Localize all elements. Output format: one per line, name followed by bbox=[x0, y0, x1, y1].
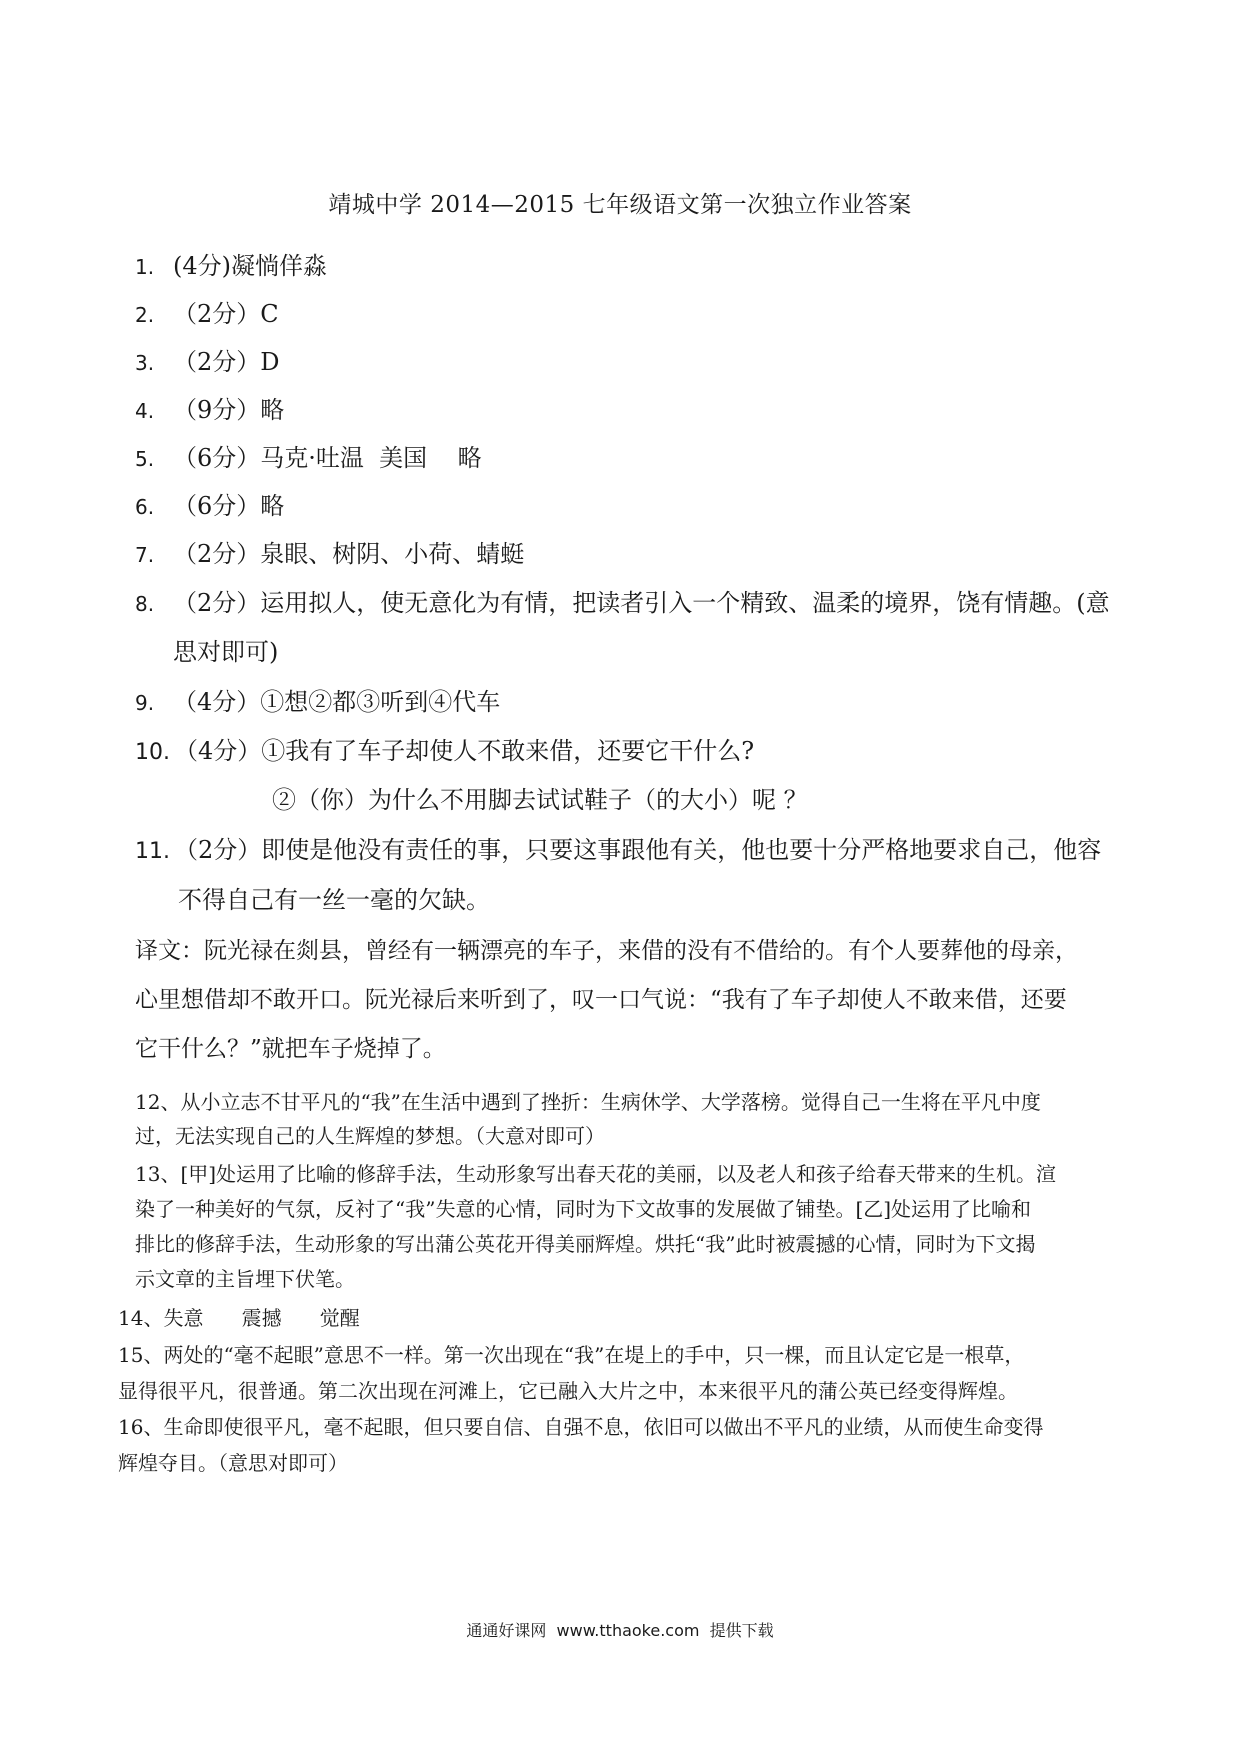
answer-13-line: 示文章的主旨埋下伏笔。 bbox=[135, 1267, 355, 1291]
answer-12-line: 过，无法实现自己的人生辉煌的梦想。（大意对即可） bbox=[135, 1124, 605, 1148]
answer-number: 5. bbox=[135, 447, 155, 471]
answer-text: （2分）C bbox=[173, 300, 279, 328]
answer-text: （6分）马克·吐温 美国 略 bbox=[173, 444, 482, 472]
answer-15-line: 15、两处的“毫不起眼”意思不一样。第一次出现在“我”在堤上的手中，只一棵，而且认定它是一根草， bbox=[118, 1343, 1025, 1367]
answer-13-line: 排比的修辞手法，生动形象的写出蒲公英花开得美丽辉煌。烘托“我”此时被震撼的心情，同时为下文揭 bbox=[135, 1232, 1036, 1256]
answer-2 bbox=[135, 294, 279, 329]
answer-16-line: 16、生命即使很平凡，毫不起眼，但只要自信、自强不息，依旧可以做出不平凡的业绩，从而使生命变得 bbox=[118, 1415, 1044, 1439]
answer-number: 11. bbox=[135, 839, 170, 864]
answer-number: 9. bbox=[135, 691, 155, 715]
answer-10 bbox=[135, 731, 754, 766]
answer-number: 3. bbox=[135, 351, 155, 375]
answer-text: （4分）①想②都③听到④代车 bbox=[173, 688, 501, 716]
answer-7 bbox=[135, 534, 524, 569]
answer-10-continued: ②（你）为什么不用脚去试试鞋子（的大小）呢 ？ bbox=[272, 786, 808, 814]
answer-number: 7. bbox=[135, 543, 155, 567]
page-title: 靖城中学 2014—2015 七年级语文第一次独立作业答案 bbox=[328, 192, 912, 218]
answer-16-line: 辉煌夺目。（意思对即可） bbox=[118, 1451, 348, 1475]
answer-14: 14、失意 震撼 觉醒 bbox=[118, 1306, 360, 1330]
answer-number: 10. bbox=[135, 740, 170, 765]
answer-text: (4分)凝惝佯淼 bbox=[173, 252, 327, 280]
answer-number: 8. bbox=[135, 592, 155, 616]
answer-text: （4分）①我有了车子却使人不敢来借，还要它干什么? bbox=[174, 737, 755, 765]
answer-11-continued: 不得自己有一丝一毫的欠缺。 bbox=[178, 886, 490, 914]
answer-number: 2. bbox=[135, 303, 155, 327]
answer-text: （2分）泉眼、树阴、小荷、蜻蜓 bbox=[173, 540, 525, 568]
answer-number: 6. bbox=[135, 495, 155, 519]
answer-1 bbox=[135, 246, 327, 281]
answer-text: （6分）略 bbox=[173, 492, 285, 520]
answer-13-line: 13、[甲]处运用了比喻的修辞手法，生动形象写出春天花的美丽，以及老人和孩子给春天带来的生机。渲 bbox=[135, 1162, 1057, 1186]
translation-line: 它干什么？”就把车子烧掉了。 bbox=[135, 1036, 446, 1062]
translation-line: 心里想借却不敢开口。阮光禄后来听到了，叹一口气说：“我有了车子却使人不敢来借，还要 bbox=[135, 987, 1067, 1013]
answer-number: 4. bbox=[135, 399, 155, 423]
answer-text: （2分）即使是他没有责任的事，只要这事跟他有关，他也要十分严格地要求自己，他容 bbox=[174, 836, 1102, 864]
answer-number: 1. bbox=[135, 255, 155, 279]
answer-3 bbox=[135, 342, 280, 377]
translation-line: 译文：阮光禄在剡县，曾经有一辆漂亮的车子，来借的没有不借给的。有个人要葬他的母亲， bbox=[135, 938, 1078, 964]
answer-4 bbox=[135, 390, 284, 425]
answer-11 bbox=[135, 830, 1101, 865]
page-footer: 通通好课网 www.tthaoke.com 提供下载 bbox=[466, 1621, 774, 1640]
answer-text: （9分）略 bbox=[173, 396, 285, 424]
answer-13-line: 染了一种美好的气氛，反衬了“我”失意的心情，同时为下文故事的发展做了铺垫。[乙]处运用了比喻和 bbox=[135, 1197, 1032, 1221]
answer-text: （2分）D bbox=[173, 348, 280, 376]
answer-9 bbox=[135, 682, 500, 717]
answer-15-line: 显得很平凡，很普通。第二次出现在河滩上，它已融入大片之中，本来很平凡的蒲公英已经变得辉煌。 bbox=[118, 1379, 1018, 1403]
answer-6 bbox=[135, 486, 284, 521]
answer-8 bbox=[135, 583, 1110, 618]
answer-text: （2分）运用拟人，使无意化为有情，把读者引入一个精致、温柔的境界，饶有情趣。(意 bbox=[173, 589, 1110, 617]
answer-8-continued: 思对即可) bbox=[173, 638, 279, 666]
answer-12-line: 12、从小立志不甘平凡的“我”在生活中遇到了挫折：生病休学、大学落榜。觉得自己一生将在平凡中度 bbox=[135, 1090, 1041, 1114]
answer-5 bbox=[135, 438, 482, 473]
